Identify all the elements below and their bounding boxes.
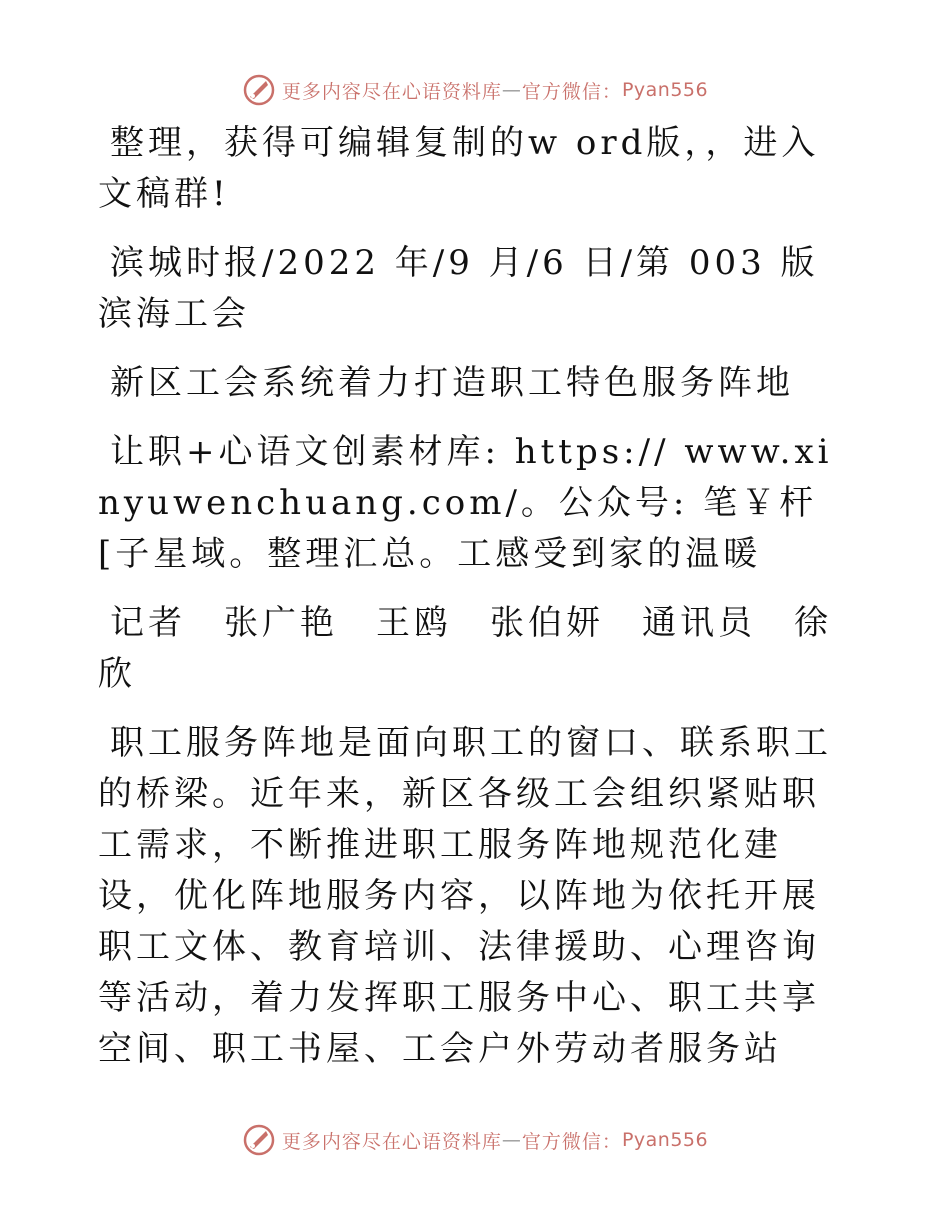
watermark-text: 更多内容尽在心语资料库 (281, 80, 502, 103)
byline: 记者 张广艳 王鸥 张伯妍 通讯员 徐欣 (98, 603, 832, 694)
quill-logo-icon (242, 73, 276, 107)
watermark-separator: — (501, 1129, 522, 1151)
body-paragraph: 职工服务阵地是面向职工的窗口、联系职工的桥梁。近年来，新区各级工会组织紧贴职工需求，不断推进职工服务阵地规范化建设，优化阵地服务内容，以阵地为依托开展职工文体、教育培训、法律援助、心理咨询等活动，着力发挥职工服务中心、职工共享空间、职工书屋、工会户外劳动者服务站 (98, 723, 832, 1069)
watermark-text: 更多内容尽在心语资料库 (281, 1130, 502, 1153)
watermark-wechat-label: 官方微信： (521, 1130, 622, 1153)
source-line: 滨城时报/2022 年/9 月/6 日/第 003 版滨海工会 (98, 243, 819, 334)
article-headline: 新区工会系统着力打造职工特色服务阵地 (110, 363, 794, 403)
watermark-separator: — (501, 79, 522, 101)
footer-watermark (0, 1120, 950, 1160)
header-watermark (0, 70, 950, 110)
document-body (98, 118, 848, 1093)
watermark-wechat-id: Pyan556 (621, 1129, 709, 1151)
subheadline-paragraph: 让职+心语文创素材库: https:// www.xinyuwenchuang.com/。公众号: 笔￥杆[子星域。整理汇总。工感受到家的温暖 (98, 432, 833, 574)
quill-logo-icon (242, 1123, 276, 1157)
watermark-wechat-label: 官方微信： (521, 80, 622, 103)
watermark-wechat-id: Pyan556 (621, 79, 709, 101)
intro-paragraph: 整理，获得可编辑复制的w ord版，，进入文稿群! (98, 123, 820, 214)
